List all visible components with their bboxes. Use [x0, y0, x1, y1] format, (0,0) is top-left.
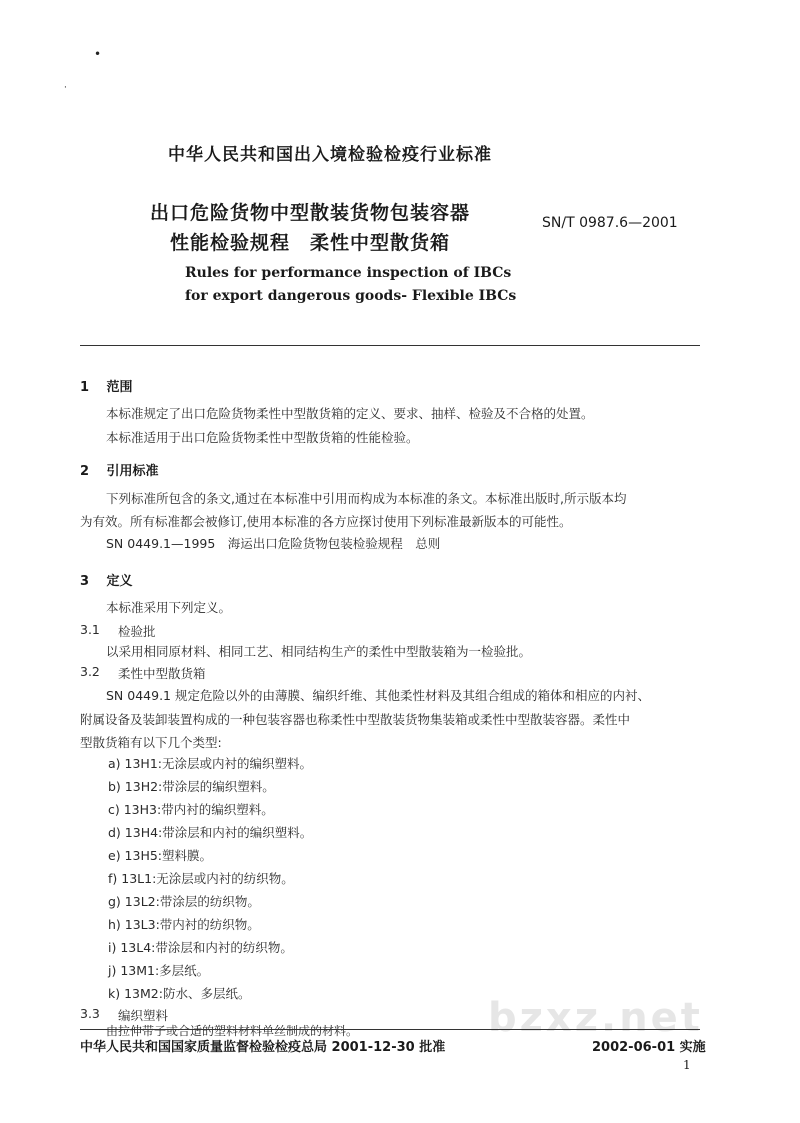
list-item: j) 13M1:多层纸。	[108, 963, 210, 978]
list-item: c) 13H3:带内衬的编织塑料。	[108, 802, 274, 817]
list-item: i) 13L4:带涂层和内衬的纺织物。	[108, 940, 293, 955]
clause-number: 3.1	[80, 622, 100, 637]
clause-number: 3.2	[80, 664, 100, 679]
section-1-heading	[80, 376, 133, 395]
paragraph: 下列标准所包含的条文,通过在本标准中引用而构成为本标准的条文。本标准出版时,所示版本均	[106, 491, 627, 506]
paragraph: 本标准采用下列定义。	[106, 600, 232, 615]
standard-code: SN/T 0987.6—2001	[542, 215, 678, 231]
scan-speck: ·	[64, 83, 67, 93]
paragraph: 本标准规定了出口危险货物柔性中型散货箱的定义、要求、抽样、检验及不合格的处置。	[106, 406, 594, 421]
list-item: g) 13L2:带涂层的纺织物。	[108, 894, 260, 909]
document-title-line-2: 性能检验规程 柔性中型散货箱	[170, 232, 451, 254]
paragraph: 由拉伸带子或合适的塑料材料单丝制成的材料。	[106, 1024, 359, 1038]
english-title-line-1: Rules for performance inspection of IBCs	[185, 265, 512, 281]
header-divider	[80, 345, 700, 346]
paragraph: 本标准适用于出口危险货物柔性中型散货箱的性能检验。	[106, 430, 419, 445]
list-item: a) 13H1:无涂层或内衬的编织塑料。	[108, 756, 312, 771]
section-2-heading	[80, 460, 159, 479]
paragraph: SN 0449.1 规定危险以外的由薄膜、编织纤维、其他柔性材料及其组合组成的箱体和相应的内衬、	[106, 688, 650, 703]
clause-title: 柔性中型散货箱	[118, 666, 206, 681]
paragraph: 以采用相同原材料、相同工艺、相同结构生产的柔性中型散装箱为一检验批。	[106, 644, 532, 659]
implementation-date: 2002-06-01 实施	[592, 1040, 706, 1055]
watermark: bzxz.net	[488, 995, 703, 1041]
section-3-heading	[80, 570, 133, 589]
scan-speck: •	[94, 47, 102, 61]
section-title: 定义	[106, 574, 133, 589]
section-number: 1	[80, 380, 90, 395]
paragraph: 型散货箱有以下几个类型:	[80, 735, 222, 750]
standard-organization: 中华人民共和国出入境检验检疫行业标准	[168, 145, 492, 165]
document-title-line-1: 出口危险货物中型散装货物包装容器	[150, 202, 471, 224]
english-title-line-2: for export dangerous goods- Flexible IBCs	[185, 288, 517, 304]
list-item: k) 13M2:防水、多层纸。	[108, 986, 251, 1001]
list-item: e) 13H5:塑料膜。	[108, 848, 213, 863]
paragraph: 附属设备及装卸装置构成的一种包装容器也称柔性中型散装货物集装箱或柔性中型散装容器。柔性中	[80, 712, 631, 727]
reference-standard: SN 0449.1—1995 海运出口危险货物包装检验规程 总则	[106, 536, 441, 551]
list-item: f) 13L1:无涂层或内衬的纺织物。	[108, 871, 294, 886]
clause-title: 编织塑料	[118, 1008, 169, 1023]
section-number: 3	[80, 574, 90, 589]
page-number: 1	[683, 1058, 691, 1072]
list-item: b) 13H2:带涂层的编织塑料。	[108, 779, 275, 794]
clause-number: 3.3	[80, 1006, 100, 1021]
section-title: 引用标准	[106, 464, 159, 479]
approval-line: 中华人民共和国国家质量监督检验检疫总局 2001-12-30 批准	[80, 1040, 446, 1055]
section-number: 2	[80, 464, 90, 479]
footer-divider	[80, 1029, 700, 1030]
section-title: 范围	[106, 380, 133, 395]
paragraph: 为有效。所有标准都会被修订,使用本标准的各方应探讨使用下列标准最新版本的可能性。	[80, 514, 572, 529]
list-item: h) 13L3:带内衬的纺织物。	[108, 917, 260, 932]
list-item: d) 13H4:带涂层和内衬的编织塑料。	[108, 825, 313, 840]
clause-title: 检验批	[118, 624, 156, 639]
